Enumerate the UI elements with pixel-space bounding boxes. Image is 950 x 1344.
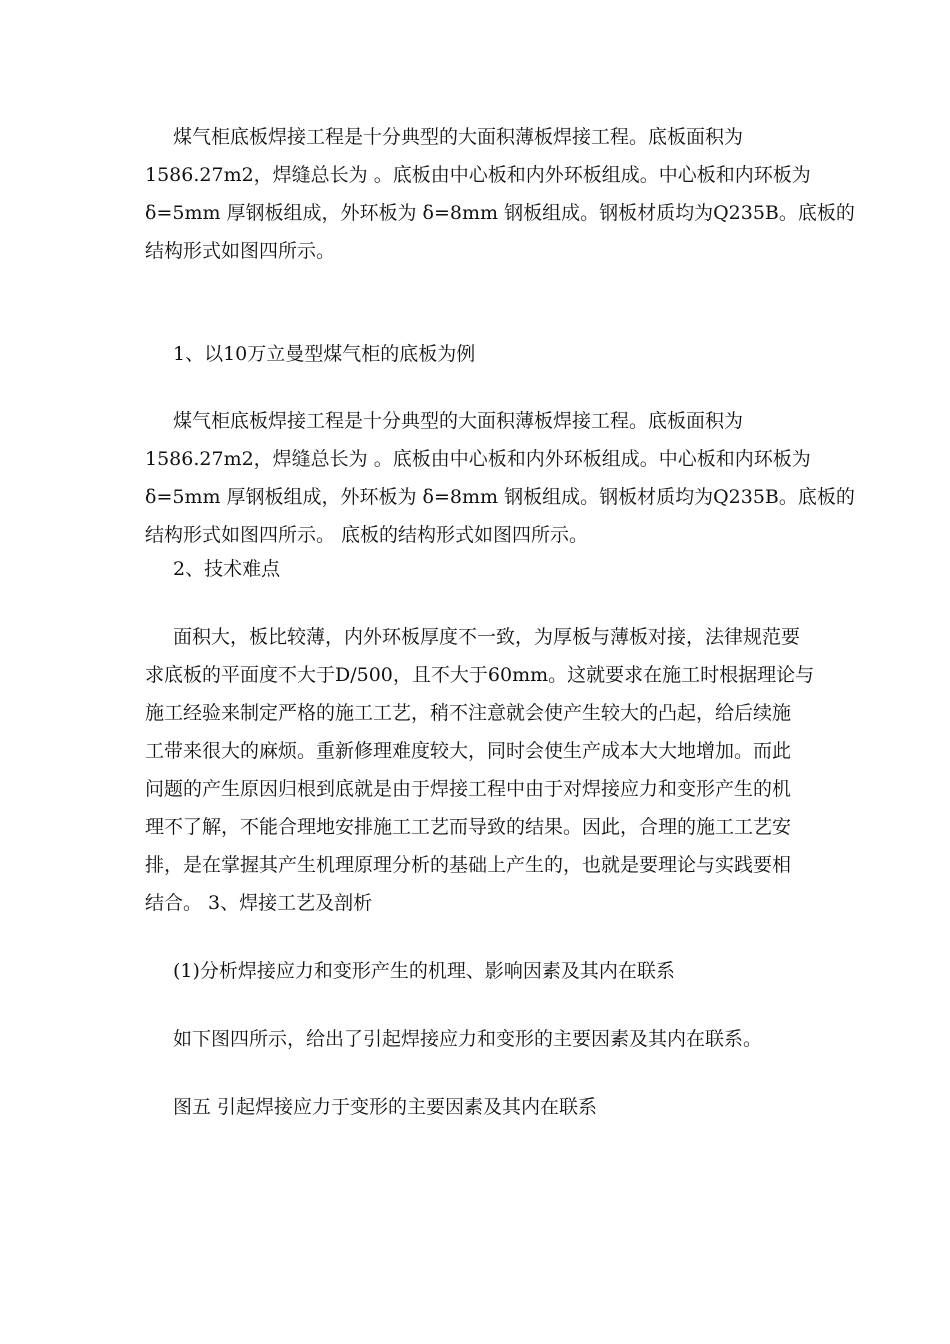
figure-caption <box>145 1088 810 1126</box>
paragraph-line: 1586.27m2，焊缝总长为 。底板由中心板和内外环板组成。中心板和内环板为 <box>145 448 811 470</box>
paragraph-line: 煤气柜底板焊接工程是十分典型的大面积薄板焊接工程。底板面积为 <box>173 410 744 432</box>
paragraph-line: 问题的产生原因归根到底就是由于焊接工程中由于对焊接应力和变形产生的机 <box>145 778 792 800</box>
paragraph-line: 工带来很大的麻烦。重新修理难度较大，同时会使生产成本大大地增加。而此 <box>145 740 792 762</box>
paragraph-line: δ=5mm 厚钢板组成，外环板为 δ=8mm 钢板组成。钢板材质均为Q235B。底板的 <box>145 202 855 224</box>
subheading-1 <box>145 952 810 990</box>
caption-text: 图五 引起焊接应力于变形的主要因素及其内在联系 <box>173 1096 598 1118</box>
paragraph-line: 结构形式如图四所示。 底板的结构形式如图四所示。 <box>145 524 589 546</box>
section-heading-2 <box>145 550 810 588</box>
heading-text: 2、技术难点 <box>173 558 281 580</box>
paragraph-line: 排，是在掌握其产生机理原理分析的基础上产生的，也就是要理论与实践要相 <box>145 854 792 876</box>
paragraph-line: 求底板的平面度不大于D/500，且不大于60mm。这就要求在施工时根据理论与 <box>145 664 815 686</box>
section-heading-1 <box>145 335 810 373</box>
paragraph-line: 理不了解，不能合理地安排施工工艺而导致的结果。因此，合理的施工工艺安 <box>145 816 792 838</box>
paragraph-line: 结合。 3、焊接工艺及剖析 <box>145 892 373 914</box>
paragraph-line: 煤气柜底板焊接工程是十分典型的大面积薄板焊接工程。底板面积为 <box>173 126 744 148</box>
paragraph-line: 如下图四所示，给出了引起焊接应力和变形的主要因素及其内在联系。 <box>173 1028 763 1050</box>
paragraph-line: 面积大，板比较薄，内外环板厚度不一致，为厚板与薄板对接，法律规范要 <box>173 626 801 648</box>
repeat-paragraph <box>145 402 855 554</box>
difficulty-paragraph <box>145 618 815 922</box>
figure-intro-paragraph <box>145 1020 810 1058</box>
heading-text: 1、以10万立曼型煤气柜的底板为例 <box>173 343 476 365</box>
paragraph-line: 结构形式如图四所示。 <box>145 240 336 262</box>
intro-paragraph <box>145 118 855 270</box>
paragraph-line: 1586.27m2，焊缝总长为 。底板由中心板和内外环板组成。中心板和内环板为 <box>145 164 811 186</box>
paragraph-line: δ=5mm 厚钢板组成，外环板为 δ=8mm 钢板组成。钢板材质均为Q235B。底板的 <box>145 486 855 508</box>
paragraph-line: 施工经验来制定严格的施工工艺，稍不注意就会使产生较大的凸起，给后续施 <box>145 702 792 724</box>
heading-text: (1)分析焊接应力和变形产生的机理、影响因素及其内在联系 <box>173 960 675 982</box>
